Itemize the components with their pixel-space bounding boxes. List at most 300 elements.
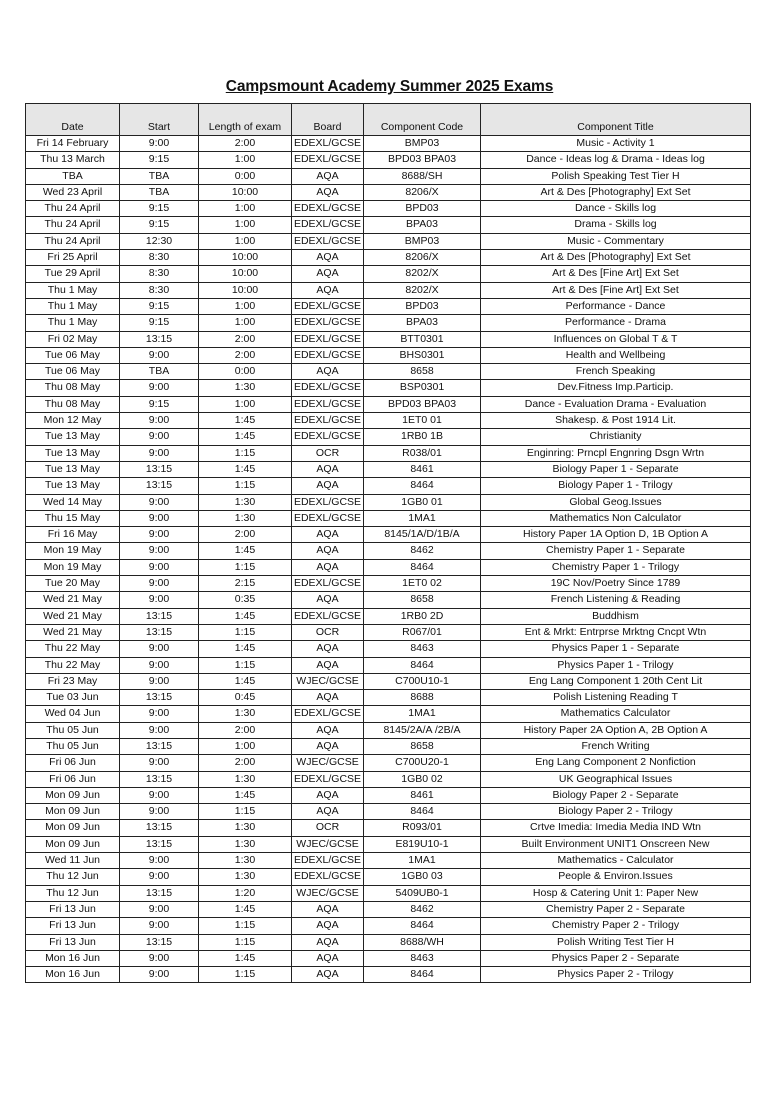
component-code-cell: 1ET0 01 (364, 413, 481, 429)
board-cell: WJEC/GCSE (292, 755, 364, 771)
board-cell: WJEC/GCSE (292, 885, 364, 901)
board-cell: AQA (292, 168, 364, 184)
start-cell: 9:00 (120, 950, 199, 966)
start-cell: 9:00 (120, 510, 199, 526)
length-cell: 1:45 (199, 429, 292, 445)
board-cell: AQA (292, 657, 364, 673)
component-title-cell: Chemistry Paper 1 - Separate (481, 543, 751, 559)
component-title-cell: Influences on Global T & T (481, 331, 751, 347)
start-cell: 9:15 (120, 217, 199, 233)
date-cell: Fri 25 April (26, 250, 120, 266)
start-cell: 9:15 (120, 315, 199, 331)
table-row (26, 510, 751, 526)
table-row (26, 869, 751, 885)
component-code-cell: BPD03 BPA03 (364, 152, 481, 168)
start-cell: 9:00 (120, 967, 199, 983)
length-cell: 10:00 (199, 184, 292, 200)
date-cell: Fri 16 May (26, 527, 120, 543)
component-code-cell: 1MA1 (364, 853, 481, 869)
start-cell: TBA (120, 184, 199, 200)
start-cell: 9:00 (120, 706, 199, 722)
start-cell: 9:00 (120, 136, 199, 152)
component-code-cell: 8461 (364, 461, 481, 477)
board-cell: EDEXL/GCSE (292, 608, 364, 624)
component-code-cell: C700U10-1 (364, 673, 481, 689)
board-cell: EDEXL/GCSE (292, 706, 364, 722)
length-cell: 1:30 (199, 836, 292, 852)
table-row (26, 282, 751, 298)
length-cell: 1:45 (199, 950, 292, 966)
component-code-cell: 1RB0 1B (364, 429, 481, 445)
table-row (26, 364, 751, 380)
date-cell: Tue 13 May (26, 445, 120, 461)
component-code-cell: 8464 (364, 478, 481, 494)
component-code-cell: 1GB0 01 (364, 494, 481, 510)
date-cell: Tue 29 April (26, 266, 120, 282)
component-title-cell: Crtve Imedia: Imedia Media IND Wtn (481, 820, 751, 836)
start-cell: 12:30 (120, 233, 199, 249)
date-cell: Thu 1 May (26, 315, 120, 331)
board-cell: AQA (292, 690, 364, 706)
board-cell: EDEXL/GCSE (292, 136, 364, 152)
date-cell: Fri 06 Jun (26, 771, 120, 787)
date-cell: Mon 19 May (26, 543, 120, 559)
component-title-cell: Polish Speaking Test Tier H (481, 168, 751, 184)
column-header-date: Date (26, 104, 120, 136)
component-title-cell: Enginring: Prncpl Engnring Dsgn Wrtn (481, 445, 751, 461)
date-cell: Mon 16 Jun (26, 950, 120, 966)
start-cell: 9:00 (120, 755, 199, 771)
table-row (26, 820, 751, 836)
component-title-cell: Buddhism (481, 608, 751, 624)
component-code-cell: BTT0301 (364, 331, 481, 347)
board-cell: OCR (292, 445, 364, 461)
start-cell: 13:15 (120, 820, 199, 836)
component-code-cell: 8464 (364, 967, 481, 983)
component-title-cell: French Writing (481, 738, 751, 754)
length-cell: 1:30 (199, 510, 292, 526)
date-cell: Tue 20 May (26, 576, 120, 592)
table-row (26, 738, 751, 754)
component-title-cell: Built Environment UNIT1 Onscreen New (481, 836, 751, 852)
length-cell: 1:45 (199, 901, 292, 917)
start-cell: 9:15 (120, 201, 199, 217)
length-cell: 1:00 (199, 738, 292, 754)
component-code-cell: 8202/X (364, 282, 481, 298)
table-row (26, 967, 751, 983)
table-row (26, 918, 751, 934)
component-code-cell: C700U20-1 (364, 755, 481, 771)
component-code-cell: 8688 (364, 690, 481, 706)
component-code-cell: BPD03 BPA03 (364, 396, 481, 412)
column-header-component-code: Component Code (364, 104, 481, 136)
component-title-cell: Chemistry Paper 2 - Trilogy (481, 918, 751, 934)
component-code-cell: 8464 (364, 804, 481, 820)
board-cell: AQA (292, 918, 364, 934)
board-cell: AQA (292, 184, 364, 200)
start-cell: 13:15 (120, 624, 199, 640)
board-cell: WJEC/GCSE (292, 836, 364, 852)
date-cell: Thu 1 May (26, 282, 120, 298)
component-title-cell: Dance - Skills log (481, 201, 751, 217)
date-cell: Thu 15 May (26, 510, 120, 526)
component-code-cell: 8464 (364, 918, 481, 934)
date-cell: Tue 06 May (26, 364, 120, 380)
board-cell: EDEXL/GCSE (292, 396, 364, 412)
date-cell: Fri 02 May (26, 331, 120, 347)
start-cell: 9:00 (120, 413, 199, 429)
start-cell: TBA (120, 168, 199, 184)
start-cell: 9:15 (120, 152, 199, 168)
start-cell: 9:00 (120, 804, 199, 820)
component-code-cell: R093/01 (364, 820, 481, 836)
component-title-cell: Global Geog.Issues (481, 494, 751, 510)
board-cell: WJEC/GCSE (292, 673, 364, 689)
component-title-cell: Art & Des [Photography] Ext Set (481, 250, 751, 266)
component-code-cell: R038/01 (364, 445, 481, 461)
component-title-cell: 19C Nov/Poetry Since 1789 (481, 576, 751, 592)
board-cell: AQA (292, 592, 364, 608)
component-code-cell: 8658 (364, 592, 481, 608)
component-title-cell: Physics Paper 2 - Separate (481, 950, 751, 966)
board-cell: EDEXL/GCSE (292, 380, 364, 396)
start-cell: 9:00 (120, 657, 199, 673)
start-cell: 13:15 (120, 331, 199, 347)
date-cell: Mon 09 Jun (26, 836, 120, 852)
date-cell: Thu 22 May (26, 641, 120, 657)
start-cell: 9:00 (120, 527, 199, 543)
start-cell: 9:00 (120, 787, 199, 803)
length-cell: 1:30 (199, 853, 292, 869)
board-cell: EDEXL/GCSE (292, 152, 364, 168)
component-code-cell: BPD03 (364, 201, 481, 217)
start-cell: 9:00 (120, 869, 199, 885)
date-cell: Wed 21 May (26, 592, 120, 608)
component-code-cell: 8461 (364, 787, 481, 803)
page-title: Campsmount Academy Summer 2025 Exams (225, 78, 554, 95)
exam-timetable (25, 103, 751, 983)
component-code-cell: BPA03 (364, 315, 481, 331)
board-cell: AQA (292, 901, 364, 917)
length-cell: 1:00 (199, 315, 292, 331)
length-cell: 1:45 (199, 787, 292, 803)
component-title-cell: Physics Paper 2 - Trilogy (481, 967, 751, 983)
component-code-cell: 1RB0 2D (364, 608, 481, 624)
board-cell: EDEXL/GCSE (292, 429, 364, 445)
component-title-cell: Mathematics Calculator (481, 706, 751, 722)
table-row (26, 755, 751, 771)
length-cell: 2:00 (199, 347, 292, 363)
board-cell: AQA (292, 266, 364, 282)
length-cell: 1:45 (199, 461, 292, 477)
start-cell: 9:00 (120, 901, 199, 917)
table-row (26, 298, 751, 314)
length-cell: 2:00 (199, 527, 292, 543)
length-cell: 1:45 (199, 608, 292, 624)
component-code-cell: 8688/SH (364, 168, 481, 184)
start-cell: 8:30 (120, 266, 199, 282)
date-cell: Tue 13 May (26, 429, 120, 445)
component-title-cell: Physics Paper 1 - Trilogy (481, 657, 751, 673)
component-code-cell: BSP0301 (364, 380, 481, 396)
date-cell: Fri 13 Jun (26, 918, 120, 934)
length-cell: 0:35 (199, 592, 292, 608)
start-cell: 13:15 (120, 690, 199, 706)
start-cell: 9:00 (120, 641, 199, 657)
component-code-cell: 8688/WH (364, 934, 481, 950)
table-row (26, 901, 751, 917)
table-row (26, 690, 751, 706)
date-cell: Fri 06 Jun (26, 755, 120, 771)
date-cell: Mon 09 Jun (26, 820, 120, 836)
table-row (26, 771, 751, 787)
table-row (26, 722, 751, 738)
table-row (26, 934, 751, 950)
header-row (26, 104, 751, 136)
component-code-cell: 8145/2A/A /2B/A (364, 722, 481, 738)
length-cell: 1:15 (199, 804, 292, 820)
date-cell: Thu 05 Jun (26, 738, 120, 754)
board-cell: AQA (292, 250, 364, 266)
start-cell: 9:00 (120, 429, 199, 445)
board-cell: OCR (292, 624, 364, 640)
table-row (26, 641, 751, 657)
length-cell: 2:00 (199, 722, 292, 738)
table-row (26, 592, 751, 608)
board-cell: OCR (292, 820, 364, 836)
component-code-cell: 8206/X (364, 184, 481, 200)
date-cell: Thu 13 March (26, 152, 120, 168)
component-title-cell: Performance - Dance (481, 298, 751, 314)
table-row (26, 233, 751, 249)
board-cell: EDEXL/GCSE (292, 853, 364, 869)
component-title-cell: Art & Des [Fine Art] Ext Set (481, 266, 751, 282)
board-cell: EDEXL/GCSE (292, 494, 364, 510)
component-code-cell: 8202/X (364, 266, 481, 282)
component-code-cell: 1ET0 02 (364, 576, 481, 592)
start-cell: TBA (120, 364, 199, 380)
board-cell: EDEXL/GCSE (292, 869, 364, 885)
component-code-cell: 1MA1 (364, 706, 481, 722)
component-title-cell: Polish Writing Test Tier H (481, 934, 751, 950)
start-cell: 9:00 (120, 722, 199, 738)
length-cell: 1:00 (199, 396, 292, 412)
component-title-cell: Biology Paper 2 - Separate (481, 787, 751, 803)
column-header-start: Start (120, 104, 199, 136)
component-title-cell: French Speaking (481, 364, 751, 380)
board-cell: AQA (292, 738, 364, 754)
length-cell: 1:00 (199, 233, 292, 249)
component-title-cell: Biology Paper 1 - Trilogy (481, 478, 751, 494)
component-title-cell: Eng Lang Component 1 20th Cent Lit (481, 673, 751, 689)
date-cell: Thu 12 Jun (26, 885, 120, 901)
length-cell: 0:00 (199, 364, 292, 380)
board-cell: AQA (292, 461, 364, 477)
date-cell: Thu 12 Jun (26, 869, 120, 885)
table-row (26, 331, 751, 347)
component-code-cell: 1MA1 (364, 510, 481, 526)
component-title-cell: Performance - Drama (481, 315, 751, 331)
date-cell: Wed 11 Jun (26, 853, 120, 869)
start-cell: 13:15 (120, 771, 199, 787)
date-cell: Thu 24 April (26, 217, 120, 233)
start-cell: 9:15 (120, 298, 199, 314)
length-cell: 2:00 (199, 331, 292, 347)
start-cell: 9:00 (120, 347, 199, 363)
length-cell: 10:00 (199, 250, 292, 266)
component-code-cell: 8658 (364, 738, 481, 754)
table-row (26, 543, 751, 559)
date-cell: Thu 24 April (26, 201, 120, 217)
start-cell: 13:15 (120, 608, 199, 624)
component-code-cell: BMP03 (364, 136, 481, 152)
component-code-cell: 8463 (364, 641, 481, 657)
date-cell: TBA (26, 168, 120, 184)
component-code-cell: 5409UB0-1 (364, 885, 481, 901)
date-cell: Fri 23 May (26, 673, 120, 689)
start-cell: 9:00 (120, 494, 199, 510)
date-cell: Mon 09 Jun (26, 804, 120, 820)
table-row (26, 445, 751, 461)
date-cell: Mon 19 May (26, 559, 120, 575)
component-code-cell: 1GB0 03 (364, 869, 481, 885)
table-row (26, 673, 751, 689)
table-row (26, 478, 751, 494)
date-cell: Wed 21 May (26, 608, 120, 624)
board-cell: EDEXL/GCSE (292, 771, 364, 787)
table-row (26, 576, 751, 592)
date-cell: Wed 21 May (26, 624, 120, 640)
component-title-cell: Christianity (481, 429, 751, 445)
board-cell: EDEXL/GCSE (292, 347, 364, 363)
board-cell: EDEXL/GCSE (292, 331, 364, 347)
component-title-cell: Physics Paper 1 - Separate (481, 641, 751, 657)
board-cell: AQA (292, 950, 364, 966)
component-title-cell: People & Environ.Issues (481, 869, 751, 885)
date-cell: Tue 13 May (26, 478, 120, 494)
start-cell: 8:30 (120, 250, 199, 266)
column-header-length: Length of exam (199, 104, 292, 136)
board-cell: EDEXL/GCSE (292, 413, 364, 429)
component-code-cell: 8145/1A/D/1B/A (364, 527, 481, 543)
table-row (26, 380, 751, 396)
date-cell: Fri 13 Jun (26, 934, 120, 950)
column-header-component-title: Component Title (481, 104, 751, 136)
board-cell: EDEXL/GCSE (292, 201, 364, 217)
length-cell: 2:00 (199, 136, 292, 152)
component-code-cell: BPA03 (364, 217, 481, 233)
component-title-cell: Polish Listening Reading T (481, 690, 751, 706)
board-cell: AQA (292, 722, 364, 738)
board-cell: AQA (292, 787, 364, 803)
component-code-cell: 8658 (364, 364, 481, 380)
date-cell: Mon 16 Jun (26, 967, 120, 983)
component-title-cell: History Paper 1A Option D, 1B Option A (481, 527, 751, 543)
table-row (26, 413, 751, 429)
component-title-cell: History Paper 2A Option A, 2B Option A (481, 722, 751, 738)
length-cell: 1:15 (199, 624, 292, 640)
column-header-board: Board (292, 104, 364, 136)
component-code-cell: BPD03 (364, 298, 481, 314)
component-title-cell: Dev.Fitness Imp.Particip. (481, 380, 751, 396)
table-row (26, 152, 751, 168)
component-title-cell: Mathematics - Calculator (481, 853, 751, 869)
length-cell: 1:30 (199, 820, 292, 836)
date-cell: Wed 04 Jun (26, 706, 120, 722)
table-row (26, 217, 751, 233)
start-cell: 9:00 (120, 673, 199, 689)
component-code-cell: 8464 (364, 559, 481, 575)
date-cell: Thu 08 May (26, 380, 120, 396)
length-cell: 1:15 (199, 934, 292, 950)
start-cell: 9:00 (120, 380, 199, 396)
length-cell: 1:30 (199, 706, 292, 722)
length-cell: 1:15 (199, 445, 292, 461)
component-code-cell: 1GB0 02 (364, 771, 481, 787)
component-title-cell: Drama - Skills log (481, 217, 751, 233)
start-cell: 9:00 (120, 853, 199, 869)
board-cell: AQA (292, 478, 364, 494)
length-cell: 10:00 (199, 282, 292, 298)
table-row (26, 168, 751, 184)
start-cell: 13:15 (120, 934, 199, 950)
table-row (26, 201, 751, 217)
board-cell: AQA (292, 934, 364, 950)
length-cell: 1:45 (199, 673, 292, 689)
table-row (26, 136, 751, 152)
start-cell: 13:15 (120, 478, 199, 494)
component-title-cell: Art & Des [Fine Art] Ext Set (481, 282, 751, 298)
length-cell: 2:00 (199, 755, 292, 771)
length-cell: 1:30 (199, 771, 292, 787)
component-title-cell: Chemistry Paper 2 - Separate (481, 901, 751, 917)
start-cell: 9:00 (120, 559, 199, 575)
board-cell: EDEXL/GCSE (292, 510, 364, 526)
component-title-cell: Biology Paper 2 - Trilogy (481, 804, 751, 820)
length-cell: 1:30 (199, 494, 292, 510)
board-cell: EDEXL/GCSE (292, 217, 364, 233)
table-row (26, 657, 751, 673)
component-code-cell: BMP03 (364, 233, 481, 249)
board-cell: AQA (292, 527, 364, 543)
table-row (26, 608, 751, 624)
date-cell: Mon 09 Jun (26, 787, 120, 803)
length-cell: 1:15 (199, 967, 292, 983)
date-cell: Fri 13 Jun (26, 901, 120, 917)
board-cell: AQA (292, 559, 364, 575)
board-cell: EDEXL/GCSE (292, 315, 364, 331)
board-cell: AQA (292, 641, 364, 657)
length-cell: 1:15 (199, 657, 292, 673)
table-row (26, 950, 751, 966)
component-code-cell: 8206/X (364, 250, 481, 266)
start-cell: 9:00 (120, 445, 199, 461)
start-cell: 13:15 (120, 836, 199, 852)
date-cell: Fri 14 February (26, 136, 120, 152)
date-cell: Wed 23 April (26, 184, 120, 200)
component-code-cell: E819U10-1 (364, 836, 481, 852)
length-cell: 1:20 (199, 885, 292, 901)
component-title-cell: Music - Commentary (481, 233, 751, 249)
table-body (26, 136, 751, 983)
length-cell: 10:00 (199, 266, 292, 282)
board-cell: AQA (292, 967, 364, 983)
length-cell: 1:30 (199, 869, 292, 885)
component-code-cell: BHS0301 (364, 347, 481, 363)
table-row (26, 315, 751, 331)
table-row (26, 804, 751, 820)
table-row (26, 461, 751, 477)
